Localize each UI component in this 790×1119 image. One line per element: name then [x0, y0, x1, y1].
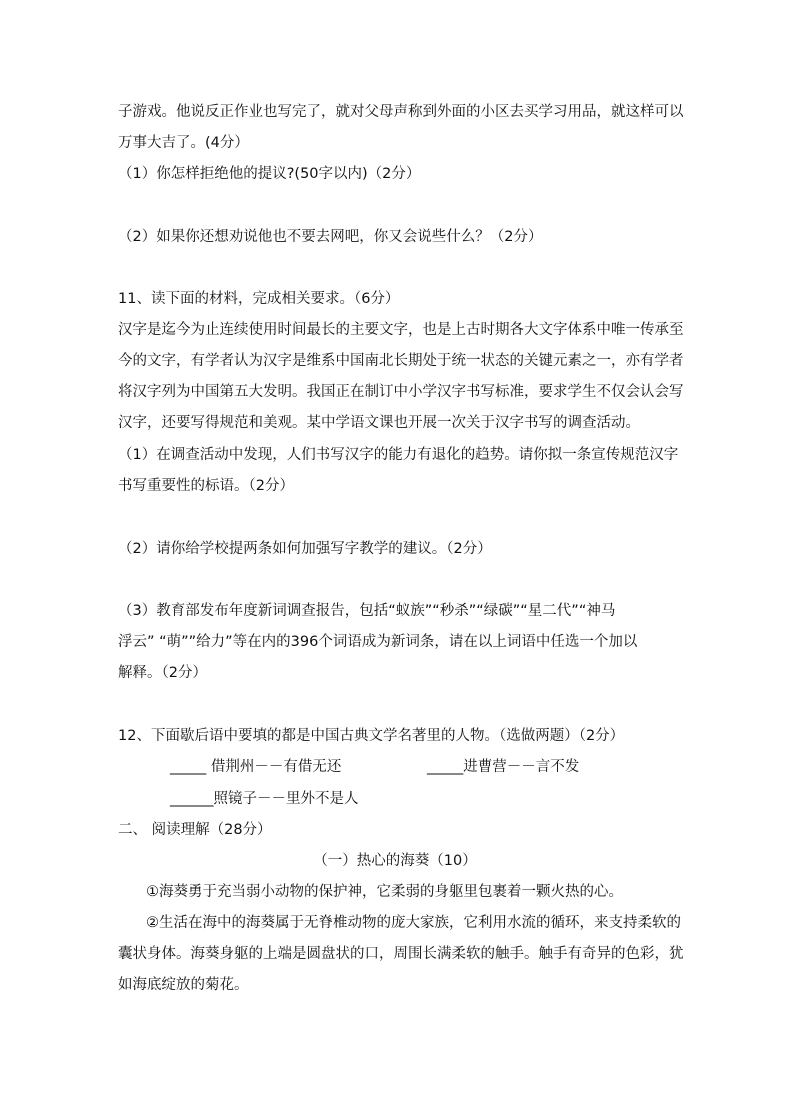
- fill-blank-item: _____ 借荆州－－有借无还: [170, 759, 342, 775]
- text-line: 解释。（2分）: [118, 665, 207, 681]
- question-11-2: （2）如果你还想劝说他也不要去网吧，你又会说些什么？（2分）: [118, 229, 543, 245]
- fill-blank-item: _____进曹营－－言不发: [427, 759, 580, 775]
- passage-paragraph: ①海葵勇于充当弱小动物的保护神，它柔弱的身躯里包裹着一颗火热的心。: [146, 884, 623, 900]
- fill-blank-item: ______照镜子－－里外不是人: [170, 791, 359, 807]
- passage-paragraph: ②生活在海中的海葵属于无脊椎动物的庞大家族，它利用水流的循环，来支持柔软的: [146, 915, 681, 931]
- text-line: 如海底绽放的菊花。: [118, 977, 249, 993]
- text-line: 汉字，还要写得规范和美观。某中学语文课也开展一次关于汉字书写的调查活动。: [118, 415, 640, 431]
- question-12-heading: 12、下面歇后语中要填的都是中国古典文学名著里的人物。（选做两题）（2分）: [118, 728, 625, 744]
- text-line: 子游戏。他说反正作业也写完了，就对父母声称到外面的小区去买学习用品，就这样可以: [118, 104, 684, 120]
- text-line: 书写重要性的标语。（2分）: [118, 478, 294, 494]
- question-11-heading: 11、读下面的材料，完成相关要求。（6分）: [118, 291, 400, 307]
- question-sub-1: （1）在调查活动中发现，人们书写汉字的能力有退化的趋势。请你拟一条宣传规范汉字: [118, 447, 679, 463]
- text-line: 囊状身体。海葵身躯的上端是圆盘状的口，周围长满柔软的触手。触手有奇异的色彩，犹: [118, 946, 684, 962]
- question-sub-3: （3）教育部发布年度新词调查报告，包括“蚁族”“秒杀”“绿碳”“星二代”“神马: [118, 603, 616, 619]
- text-line: 汉字是迄今为止连续使用时间最长的主要文字，也是上古时期各大文字体系中唯一传承至: [118, 322, 684, 338]
- section-heading: 二、 阅读理解（28分）: [118, 822, 272, 838]
- text-line: 将汉字列为中国第五大发明。我国正在制订中小学汉字书写标准，要求学生不仅会认会写: [118, 384, 684, 400]
- text-line: 万事大吉了。(4分）: [118, 135, 249, 151]
- text-line: 浮云” “萌””给力”等在内的396个词语成为新词条，请在以上词语中任选一个加以: [118, 634, 638, 650]
- question-11-1: （1）你怎样拒绝他的提议?(50字以内)（2分）: [118, 166, 421, 182]
- passage-title: （一）热心的海葵（10）: [313, 853, 477, 869]
- question-sub-2: （2）请你给学校提两条如何加强写字教学的建议。（2分）: [118, 541, 492, 557]
- text-line: 今的文字，有学者认为汉字是维系中国南北长期处于统一状态的关键元素之一，亦有学者: [118, 353, 684, 369]
